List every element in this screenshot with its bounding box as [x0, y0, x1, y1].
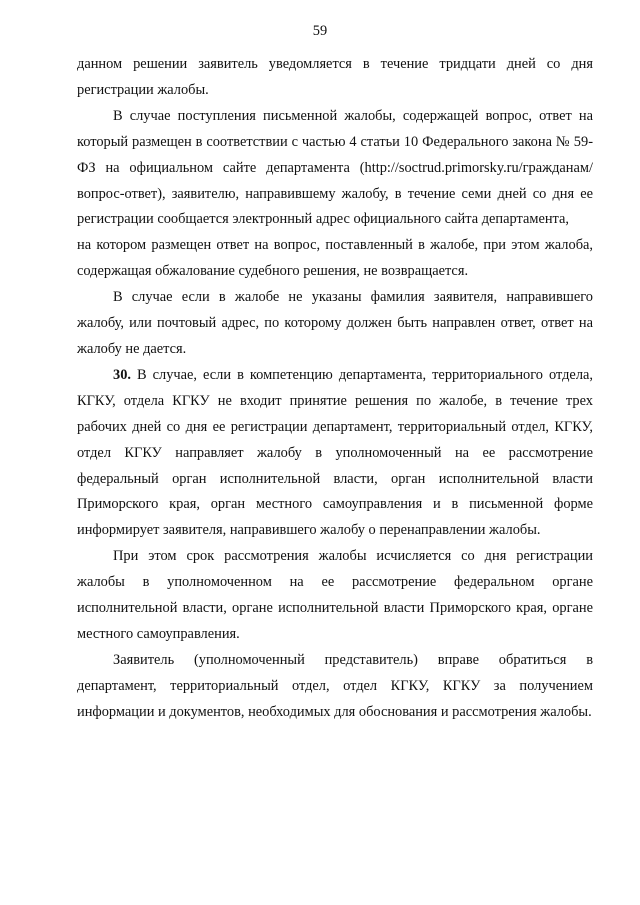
paragraph-written-complaint [77, 104, 593, 234]
paragraph-text: данном решении заявитель уведомляется в течение тридцати дней со дня регистрации жалобы. [77, 56, 593, 98]
paragraph-text: Заявитель (уполномоченный представитель) вправе обратиться в департамент, территориальный отдел, отдел КГКУ, КГКУ за получением информации и документов, необходимых для обоснования и рассмотрения жалобы. [77, 651, 593, 720]
paragraph-text: В случае поступления письменной жалобы, содержащей вопрос, ответ на который размещен в соответствии с частью 4 статьи 10 Федерального закона № 59-ФЗ на официальном сайте департамента (http://soctrud.primorsky.ru/гражданам/вопрос-ответ), заявителю, направившему жалобу, в течение семи дней со дня ее регистрации сообщается электронный адрес официального сайта департамента, [77, 107, 593, 228]
paragraph-review-period [77, 544, 593, 648]
paragraph-text: на котором размещен ответ на вопрос, поставленный в жалобе, при этом жалоба, содержащая обжалование судебного решения, не возвращается. [77, 237, 593, 280]
paragraph-no-name [77, 285, 593, 363]
paragraph-text: В случае если в жалобе не указаны фамилия заявителя, направившего жалобу, или почтовый адрес, по которому должен быть направлен ответ, ответ на жалобу не дается. [77, 289, 593, 357]
clause-number: 30. [113, 366, 131, 383]
paragraph-text: В случае, если в компетенцию департамента, территориального отдела, КГКУ, отдела КГКУ не входит принятие решения по жалобе, в течение трех рабочих дней со дня ее регистрации департамент, территориальный отдел, КГКУ, отдел КГКУ направляет жалобу в уполномоченный на ее рассмотрение федеральный орган исполнительной власти, орган исполнительной власти Приморского края, орган местного самоуправления и в письменной форме информирует заявителя, направившего жалобу о перенаправлении жалобы. [77, 366, 593, 539]
paragraph-clause-30 [77, 363, 593, 544]
paragraph-text: При этом срок рассмотрения жалобы исчисляется со дня регистрации жалобы в уполномоченном на ее рассмотрение федеральном органе исполнительной власти, органе исполнительной власти Приморского края, органе местного самоуправления. [77, 548, 593, 642]
page-number: 59 [312, 23, 328, 39]
paragraph-answer-posted [77, 233, 593, 285]
paragraph-applicant-right [77, 648, 593, 726]
paragraph-continuation [77, 52, 593, 104]
document-body [77, 52, 593, 726]
